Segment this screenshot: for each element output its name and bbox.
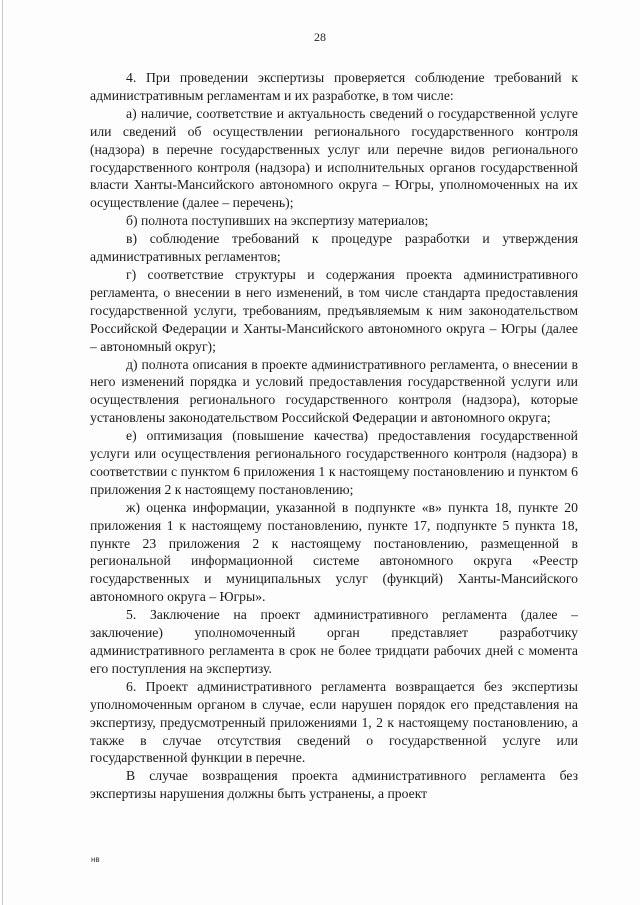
paragraph-subitem-d: д) полнота описания в проекте административного регламента, о внесении в него изменений порядка и условий предоставления государственной услуги или осуществления регионального государственного контроля (надзора), которые установлены законодательством Российской Федерации и автономного округа; [90,356,578,426]
paragraph-subitem-zh: ж) оценка информации, указанной в подпункте «в» пункта 18, пункте 20 приложения 1 к настоящему постановлению, пункте 17, подпункте 5 пункта 18, пункте 23 приложения 2 к настоящему постановлению, размещенной в региональной информационной системе автономного округа «Реестр государственных и муниципальных услуг (функций) Ханты-Мансийского автономного округа – Югры». [90,499,578,605]
footer-initials: нв [91,855,100,864]
paragraph-subitem-v: в) соблюдение требований к процедуре разработки и утверждения административных регламентов; [90,231,578,265]
page-number: 28 [314,30,326,44]
page-edge-line [2,0,3,905]
paragraph-item-4: 4. При проведении экспертизы проверяется соблюдение требований к административным регламентам и их разработке, в том числе: [90,70,578,103]
paragraph-item-6: 6. Проект административного регламента возвращается без экспертизы уполномоченным органом в случае, если нарушен порядок его представления на экспертизу, предусмотренный приложениями 1, 2 к настоящему постановлению, а также в случае отсутствия сведений о государственной услуге или государственной функции в перечне. [90,678,578,766]
paragraph-subitem-e: е) оптимизация (повышение качества) предоставления государственной услуги или осуществления регионального государственного контроля (надзора) в соответствии с пунктом 6 приложения 1 к настоящему постановлению и пунктом 6 приложения 2 к настоящему постановлению; [90,428,578,497]
paragraph-return-case: В случае возвращения проекта административного регламента без экспертизы нарушения должны быть устранены, а проект [90,768,578,802]
paragraph-subitem-b: б) полнота поступивших на экспертизу материалов; [126,213,429,229]
paragraph-subitem-a: а) наличие, соответствие и актуальность сведений о государственной услуге или сведений об осуществлении регионального государственного контроля (надзора) в перечне государственных услуг или перечне видов регионального государственного контроля (надзора) и исполнительных органов государственной власти Ханты-Мансийского автономного округа – Югры, уполномоченных на их осуществление (далее – перечень); [90,105,578,211]
document-body [90,69,578,803]
paragraph-subitem-g: г) соответствие структуры и содержания проекта административного регламента, о внесении в него изменений, в том числе стандарта предоставления государственной услуги, требованиям, предъявляемым к ним законодательством Российской Федерации и Ханты-Мансийского автономного округа – Югры (далее – автономный округ); [90,266,578,354]
paragraph-item-5: 5. Заключение на проект административного регламента (далее – заключение) уполномоченный орган представляет разработчику административного регламента в срок не более тридцати рабочих дней с момента его поступления на экспертизу. [90,607,578,676]
